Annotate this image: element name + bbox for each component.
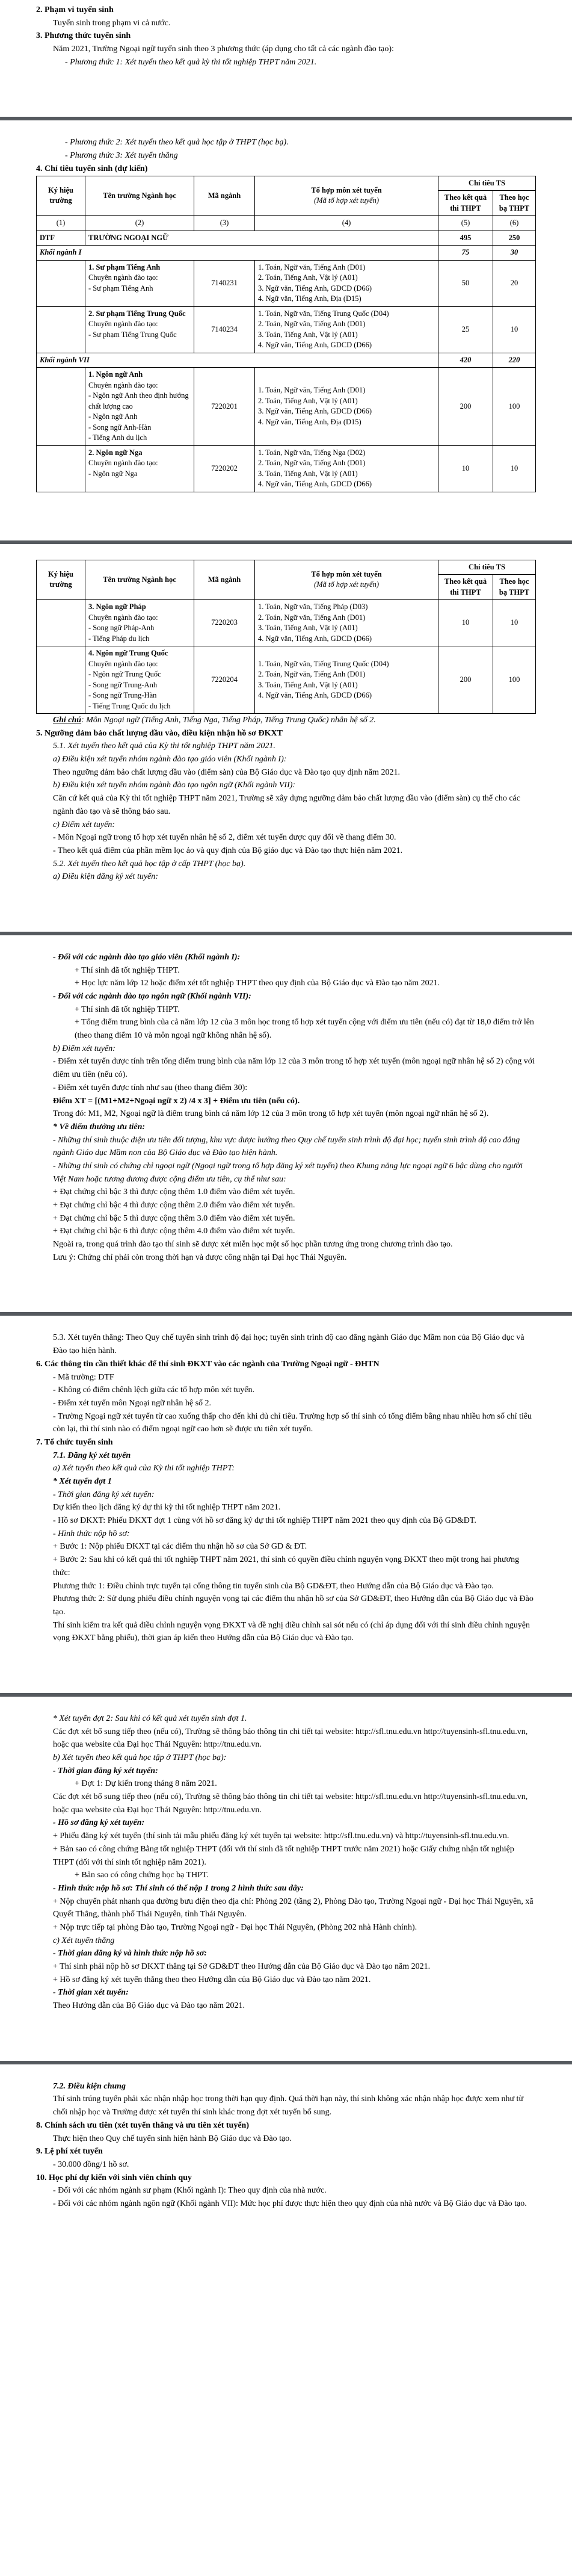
- th-quota-hocba: Theo học bạ THPT: [493, 575, 536, 600]
- paragraph: Lưu ý: Chứng chỉ phải còn trong thời hạn và được công nhận tại Đại học Thái Nguyên.: [53, 1252, 347, 1262]
- major-sub: - Ngôn ngữ Trung Quốc: [88, 670, 161, 678]
- combo-line: 1. Toán, Ngữ văn, Tiếng Anh (D01): [258, 262, 366, 271]
- major-sub: - Sư phạm Tiếng Anh: [88, 283, 153, 293]
- major-sub: Chuyên ngành đào tạo:: [88, 320, 158, 328]
- block-scope-methods: [36, 4, 536, 69]
- quota-hocba: 100: [493, 646, 536, 714]
- subject-combo-cell: [255, 600, 438, 646]
- combo-line: 2. Toán, Ngữ văn, Tiếng Anh (D01): [258, 613, 366, 622]
- paragraph: + Nộp trực tiếp tại phòng Đào tạo, Trường Ngoại ngữ - Đại học Thái Nguyên, (Phòng 202 nhà Hành chính).: [53, 1922, 417, 1932]
- group-quota-thpt: 420: [438, 353, 493, 368]
- paragraph: - Không có điểm chênh lệch giữa các tổ hợp môn xét tuyển.: [53, 1386, 254, 1395]
- quota-thpt: 25: [438, 306, 493, 353]
- th-subject-combo: [255, 176, 438, 216]
- paragraph: + Đạt chứng chỉ bậc 4 thì được cộng thêm 2.0 điểm vào điểm xét tuyển.: [53, 1201, 295, 1210]
- index-row: [37, 216, 536, 231]
- combo-line: 3. Toán, Tiếng Anh, Vật lý (A01): [258, 469, 358, 478]
- combo-line: 1. Toán, Ngữ văn, Tiếng Nga (D02): [258, 448, 366, 457]
- group-quota-thpt: 75: [438, 246, 493, 261]
- paragraph: - Hồ sơ đăng ký xét tuyển:: [53, 1818, 145, 1828]
- quota-table: [36, 176, 536, 492]
- major-name: 3. Ngôn ngữ Pháp: [88, 602, 146, 611]
- quota-table-continued: [36, 560, 536, 714]
- paragraph: - Thời gian đăng ký và hình thức nộp hồ sơ:: [53, 1949, 208, 1958]
- paragraph: - Đối với các nhóm ngành sư phạm (Khối ngành I): Theo quy định của nhà nước.: [53, 2186, 327, 2196]
- paragraph: 5.1. Xét tuyển theo kết quả của Kỳ thi tốt nghiệp THPT năm 2021.: [53, 742, 275, 751]
- combo-line: 2. Toán, Ngữ văn, Tiếng Anh (D01): [258, 670, 366, 678]
- combo-line: 2. Toán, Tiếng Anh, Vật lý (A01): [258, 396, 358, 405]
- paragraph: - Những thí sinh có chứng chỉ ngoại ngữ (Ngoại ngữ trong tổ hợp đăng ký xét tuyển) theo Khung năng lực ngoại ngữ 6 bậc dùng cho người Việt Nam hoặc tương đương được cộng điểm ưu tiên, cụ thể như sau:: [53, 1161, 523, 1184]
- major-sub: - Tiếng Trung Quốc du lịch: [88, 701, 171, 710]
- table-row: [37, 646, 536, 714]
- paragraph: + Bản sao có công chứng học bạ THPT.: [75, 1871, 209, 1880]
- block-quota-continued: [36, 560, 536, 884]
- section-6-title: 6. Các thông tin cần thiết khác để thí sinh ĐKXT vào các ngành của Trường Ngoại ngữ - ĐHTN: [36, 1359, 380, 1369]
- paragraph: Thực hiện theo Quy chế tuyển sinh hiện hành Bộ Giáo dục và Đào tạo.: [53, 2134, 292, 2143]
- major-sub: - Tiếng Anh du lịch: [88, 433, 147, 442]
- th-major-code: Mã ngành: [194, 176, 255, 216]
- paragraph: + Bản sao có công chứng Bằng tốt nghiệp THPT (đối với thí sinh đã tốt nghiệp THPT trước năm 2021) hoặc Giấy chứng nhận tốt nghiệp THPT (đối với thí sinh tốt nghiệp năm 2021).: [53, 1844, 514, 1867]
- paragraph: + Hồ sơ đăng ký xét tuyển thẳng theo theo Hướng dẫn của Bộ Giáo dục và Đào tạo năm 2021.: [53, 1975, 371, 1984]
- major-sub: - Sư phạm Tiếng Trung Quốc: [88, 330, 177, 339]
- paragraph: - 30.000 đồng/1 hồ sơ.: [53, 2160, 129, 2169]
- note-text: : Môn Ngoại ngữ (Tiếng Anh, Tiếng Nga, Tiếng Pháp, Tiếng Trung Quốc) nhân hệ số 2.: [81, 716, 376, 725]
- subject-combo-cell: [255, 260, 438, 306]
- quota-thpt: 200: [438, 646, 493, 714]
- group-quota-hocba: 220: [493, 353, 536, 368]
- group-name: Khối ngành I: [37, 246, 438, 261]
- section-9-title: 9. Lệ phí xét tuyển: [36, 2147, 103, 2156]
- school-code: DTF: [37, 231, 85, 246]
- group-name: Khối ngành VII: [37, 353, 438, 368]
- combo-line: 3. Ngữ văn, Tiếng Anh, GDCD (D66): [258, 407, 372, 416]
- paragraph: c) Điểm xét tuyển:: [53, 820, 115, 829]
- paragraph: + Đạt chứng chỉ bậc 5 thì được cộng thêm 3.0 điểm vào điểm xét tuyển.: [53, 1213, 295, 1223]
- quota-thpt: 10: [438, 600, 493, 646]
- paragraph: + Nộp chuyển phát nhanh qua đường bưu điện theo địa chỉ: Phòng 202 (tầng 2), Phòng Đào tạo, Trường Ngoại ngữ - Đại học Thái Nguyên, xã Quyết Thắng, thành phố Thái Nguyên, tỉnh Thái Nguyên.: [53, 1896, 534, 1919]
- block-quota: [36, 136, 536, 492]
- section-3-intro: Năm 2021, Trường Ngoại ngữ tuyển sinh theo 3 phương thức (áp dụng cho tất cả các ngành đào tạo):: [53, 45, 394, 54]
- paragraph: b) Xét tuyển theo kết quả học tập ở THPT (học bạ):: [53, 1753, 227, 1762]
- combo-line: 4. Ngữ văn, Tiếng Anh, GDCD (D66): [258, 341, 372, 349]
- paragraph: a) Điều kiện đăng ký xét tuyển:: [53, 872, 158, 882]
- combo-line: 3. Toán, Tiếng Anh, Vật lý (A01): [258, 624, 358, 632]
- paragraph: a) Điều kiện xét tuyển nhóm ngành đào tạo giáo viên (Khối ngành I):: [53, 755, 287, 764]
- paragraph: - Thời gian đăng ký xét tuyển:: [53, 1490, 155, 1499]
- section-7-2-title: 7.2. Điều kiện chung: [53, 2081, 126, 2091]
- th-subject-combo-sub: (Mã tổ hợp xét tuyển): [313, 580, 380, 589]
- index-cell: (3): [194, 216, 255, 231]
- paragraph: + Thí sinh đã tốt nghiệp THPT.: [75, 965, 180, 975]
- paragraph: - Điểm xét tuyển môn Ngoại ngữ nhân hệ số 2.: [53, 1398, 212, 1408]
- method-3: - Phương thức 3: Xét tuyển thẳng: [65, 151, 178, 161]
- th-major-code: Mã ngành: [194, 560, 255, 600]
- paragraph: - Thời gian xét tuyển:: [53, 1988, 129, 1998]
- paragraph: + Bước 2: Sau khi có kết quả thi tốt nghiệp THPT năm 2021, thí sinh có quyền điều chỉnh nguyện vọng ĐKXT theo một trong hai phương thức:: [53, 1555, 520, 1577]
- section-7-1-title: 7.1. Đăng ký xét tuyển: [53, 1451, 131, 1460]
- paragraph: - Đối với các ngành đào tạo ngôn ngữ (Khối ngành VII):: [53, 992, 251, 1001]
- index-cell: (2): [85, 216, 194, 231]
- combo-line: 1. Toán, Ngữ văn, Tiếng Trung Quốc (D04): [258, 309, 389, 318]
- paragraph: c) Xét tuyển thẳng: [53, 1936, 115, 1945]
- subject-combo-cell: [255, 646, 438, 714]
- section-3-title: 3. Phương thức tuyển sinh: [36, 31, 131, 41]
- major-sub: - Ngôn ngữ Nga: [88, 469, 138, 478]
- group-row: [37, 246, 536, 261]
- paragraph: - Trường Ngoại ngữ xét tuyển từ cao xuống thấp cho đến khi đủ chỉ tiêu. Trường hợp số thí sinh có tổng điểm bằng nhau nhiều hơn số chỉ tiêu còn lại, thì thí sinh nào có điểm ngoại ngữ cao hơn sẽ được ưu tiên xét tuyển.: [53, 1411, 532, 1434]
- major-sub: Chuyên ngành đào tạo:: [88, 273, 158, 282]
- paragraph: Thí sinh kiểm tra kết quả điều chỉnh nguyện vọng ĐKXT và đề nghị điều chỉnh sai sót nếu có (chỉ áp dụng đối với thí sinh điều chỉnh nguyện vọng ĐKXT bằng phiếu), thời gian áp kiến theo Hướng dẫn của Bộ Giáo dục và Đào tạo.: [53, 1620, 530, 1643]
- method-2: - Phương thức 2: Xét tuyển theo kết quả học tập ở THPT (học bạ).: [65, 138, 289, 147]
- th-quota-hocba: Theo học bạ THPT: [493, 191, 536, 216]
- paragraph: - Mã trường: DTF: [53, 1372, 114, 1382]
- th-major-name: Tên trường Ngành học: [85, 176, 194, 216]
- paragraph: Các đợt xét bổ sung tiếp theo (nếu có), Trường sẽ thông báo thông tin chi tiết tại website: http://sfl.tnu.edu.vn http://tuyensinh-sfl.tnu.edu.vn, hoặc qua website của Đại học Thái Nguyên: http://tnu.edu.vn.: [53, 1792, 528, 1815]
- section-7-title: 7. Tổ chức tuyển sinh: [36, 1437, 113, 1447]
- section-2-body: Tuyển sinh trong phạm vi cả nước.: [53, 18, 171, 28]
- paragraph: - Hình thức nộp hồ sơ:: [53, 1529, 130, 1538]
- combo-line: 4. Ngữ văn, Tiếng Anh, Địa (D15): [258, 417, 361, 426]
- school-row: [37, 231, 536, 246]
- major-sub: Chuyên ngành đào tạo:: [88, 459, 158, 467]
- paragraph: b) Điều kiện xét tuyển nhóm ngành đào tạo ngôn ngữ (Khối ngành VII):: [53, 781, 296, 790]
- school-quota-hocba: 250: [493, 231, 536, 246]
- major-sub: Chuyên ngành đào tạo:: [88, 659, 158, 668]
- major-sub: Chuyên ngành đào tạo:: [88, 613, 158, 622]
- block-criteria: [36, 951, 536, 1265]
- major-name-cell: [85, 646, 194, 714]
- note-label: Ghi chú: [53, 716, 82, 725]
- section-4-title: 4. Chỉ tiêu tuyển sinh (dự kiến): [36, 164, 148, 173]
- paragraph: 5.3. Xét tuyển thẳng: Theo Quy chế tuyển sinh trình độ đại học; tuyển sinh trình độ cao đẳng ngành Giáo dục Mầm non của Bộ Giáo dục và Đào tạo hiện hành.: [53, 1333, 524, 1356]
- paragraph: Căn cứ kết quả của Kỳ thi tốt nghiệp THPT năm 2021, Trường sẽ xây dựng ngưỡng đảm bảo chất lượng đầu vào (điểm sàn) cụ thể cho các ngành đào tạo và sẽ thông báo sau.: [53, 794, 520, 816]
- th-subject-combo-label: Tổ hợp môn xét tuyển: [311, 185, 382, 194]
- paragraph: - Hồ sơ ĐKXT: Phiếu ĐKXT đợt 1 cùng với hồ sơ đăng ký dự thi tốt nghiệp THPT năm 2021 theo quy định của Bộ GD&ĐT.: [53, 1516, 476, 1526]
- paragraph: Phương thức 1: Điều chỉnh trực tuyến tại cổng thông tin tuyển sinh của Bộ GD&ĐT, theo Hướng dẫn của Bộ Giáo dục và Đào tạo.: [53, 1581, 494, 1591]
- th-subject-combo-sub: (Mã tổ hợp xét tuyển): [313, 196, 380, 205]
- section-8-title: 8. Chính sách ưu tiên (xét tuyển thẳng và ưu tiên xét tuyển): [36, 2120, 249, 2130]
- major-name: 4. Ngôn ngữ Trung Quốc: [88, 649, 168, 657]
- major-code: 7220202: [194, 445, 255, 492]
- school-name: TRƯỜNG NGOẠI NGỮ: [85, 231, 438, 246]
- paragraph: + Thí sinh phải nộp hồ sơ ĐKXT thẳng tại Sở GD&ĐT theo Hướng dẫn của Bộ Giáo dục và Đào tạo năm 2021.: [53, 1962, 431, 1971]
- index-cell: (5): [438, 216, 493, 231]
- quota-thpt: 50: [438, 260, 493, 306]
- major-sub: - Ngôn ngữ Anh: [88, 412, 138, 421]
- subject-combo-cell: [255, 306, 438, 353]
- major-sub: - Song ngữ Anh-Hàn: [88, 423, 152, 432]
- major-sub: Chuyên ngành đào tạo:: [88, 380, 158, 389]
- paragraph: - Điểm xét tuyển được tính như sau (theo thang điểm 30):: [53, 1083, 248, 1092]
- paragraph: - Hình thức nộp hồ sơ: Thí sinh có thể nộp 1 trong 2 hình thức sau đây:: [53, 1883, 304, 1893]
- block-registration: [36, 1712, 536, 2013]
- index-cell: (6): [493, 216, 536, 231]
- paragraph: 5.2. Xét tuyển theo kết quả học tập ở cấp THPT (học bạ).: [53, 859, 246, 868]
- major-sub: - Song ngữ Trung-Hàn: [88, 691, 157, 699]
- paragraph: Trong đó: M1, M2, Ngoại ngữ là điểm trung bình cả năm lớp 12 của 3 môn trong tổ hợp xét tuyển (môn ngoại ngữ nhân hệ số 2).: [53, 1109, 489, 1119]
- table-row: [37, 260, 536, 306]
- quota-hocba: 100: [493, 368, 536, 446]
- combo-line: 4. Ngữ văn, Tiếng Anh, GDCD (D66): [258, 480, 372, 488]
- th-subject-combo: [255, 560, 438, 600]
- paragraph: Dự kiến theo lịch đăng ký dự thi kỳ thi tốt nghiệp THPT năm 2021.: [53, 1503, 281, 1512]
- paragraph: * Xét tuyển đợt 1: [53, 1477, 112, 1486]
- combo-line: 2. Toán, Ngữ văn, Tiếng Anh (D01): [258, 320, 366, 328]
- paragraph: + Học lực năm lớp 12 hoặc điểm xét tốt nghiệp THPT theo quy định của Bộ Giáo dục và Đào tạo năm 2021.: [75, 979, 440, 988]
- major-name: 2. Ngôn ngữ Nga: [88, 448, 143, 457]
- paragraph: - Những thí sinh thuộc diện ưu tiên đối tượng, khu vực được hưởng theo Quy chế tuyển sinh trình độ đại học; tuyển sinh trình độ cao đẳng ngành Giáo dục Mầm non của Bộ Giáo dục và Đào tạo hiện hành.: [53, 1135, 520, 1158]
- paragraph: * Xét tuyển đợt 2: Sau khi có kết quả xét tuyển sinh đợt 1.: [53, 1714, 247, 1723]
- major-name: 1. Ngôn ngữ Anh: [88, 370, 143, 379]
- major-name-cell: [85, 368, 194, 446]
- section-5-title: 5. Ngưỡng đảm bảo chất lượng đầu vào, điều kiện nhận hồ sơ ĐKXT: [36, 728, 283, 738]
- table-row: [37, 445, 536, 492]
- paragraph: + Bước 1: Nộp phiếu ĐKXT tại các điểm thu nhận hồ sơ của Sở GD & ĐT.: [53, 1542, 307, 1552]
- paragraph: Thí sinh trúng tuyển phải xác nhận nhập học trong thời hạn quy định. Quá thời hạn này, thí sinh không xác nhận nhập học được xem như từ chối nhập học và Trường được xét tuyển thí sinh khác trong đợt xét tuyển bổ sung.: [53, 2095, 524, 2117]
- index-cell: (1): [37, 216, 85, 231]
- paragraph: Theo Hướng dẫn của Bộ Giáo dục và Đào tạo năm 2021.: [53, 2001, 245, 2011]
- table-row: [37, 368, 536, 446]
- th-quota-thpt: Theo kết quả thi THPT: [438, 191, 493, 216]
- section-10-title: 10. Học phí dự kiến với sinh viên chính quy: [36, 2173, 192, 2182]
- paragraph: * Về điểm thưởng ưu tiên:: [53, 1122, 146, 1132]
- major-name-cell: [85, 445, 194, 492]
- combo-line: 1. Toán, Ngữ văn, Tiếng Anh (D01): [258, 386, 366, 395]
- combo-line: 4. Ngữ văn, Tiếng Anh, GDCD (D66): [258, 691, 372, 699]
- paragraph: - Theo kết quả điểm của phần mềm lọc ảo và quy định của Bộ giáo dục và Đào tạo thực hiện năm 2021.: [53, 846, 403, 855]
- school-quota-thpt: 495: [438, 231, 493, 246]
- paragraph: + Đợt 1: Dự kiến trong tháng 8 năm 2021.: [75, 1779, 217, 1789]
- method-1: - Phương thức 1: Xét tuyển theo kết quả kỳ thi tốt nghiệp THPT năm 2021.: [65, 57, 317, 67]
- paragraph: a) Xét tuyển theo kết quả của Kỳ thi tốt nghiệp THPT:: [53, 1464, 235, 1473]
- paragraph: + Phiếu đăng ký xét tuyển (thí sinh tải mẫu phiếu đăng ký xét tuyển tại website: http://sfl.tnu.edu.vn) và http://tuyensinh-sfl.tnu.edu.vn.: [53, 1831, 509, 1841]
- quota-hocba: 20: [493, 260, 536, 306]
- paragraph: - Thời gian đăng ký xét tuyển:: [53, 1766, 158, 1776]
- group-quota-hocba: 30: [493, 246, 536, 261]
- paragraph: Theo ngưỡng đảm bảo chất lượng đầu vào (điểm sàn) của Bộ Giáo dục và Đào tạo quy định năm 2021.: [53, 767, 401, 777]
- th-major-name: Tên trường Ngành học: [85, 560, 194, 600]
- major-name: 2. Sư phạm Tiếng Trung Quốc: [88, 309, 186, 318]
- combo-line: 1. Toán, Ngữ văn, Tiếng Pháp (D03): [258, 602, 368, 611]
- major-name: 1. Sư phạm Tiếng Anh: [88, 262, 161, 271]
- table-row: [37, 306, 536, 353]
- paragraph: Ngoài ra, trong quá trình đào tạo thí sinh sẽ được xét miễn học một số học phần tương ứng trong chương trình đào tạo.: [53, 1240, 453, 1249]
- paragraph: - Môn Ngoại ngữ trong tổ hợp xét tuyển nhân hệ số 2, điểm xét tuyển được quy đổi về thang điểm 30.: [53, 833, 396, 843]
- quota-hocba: 10: [493, 306, 536, 353]
- th-school-code: Ký hiệu trường: [37, 176, 85, 216]
- major-sub: - Ngôn ngữ Anh theo định hướng chất lượng cao: [88, 391, 189, 410]
- paragraph: - Điểm xét tuyển được tính trên tổng điểm trung bình của năm lớp 12 của 3 môn trong tổ hợp xét tuyển (môn ngoại ngữ nhân hệ số 2) cộng với điểm ưu tiên (nếu có).: [53, 1057, 535, 1080]
- major-code: 7220203: [194, 600, 255, 646]
- major-sub: - Tiếng Pháp du lịch: [88, 634, 150, 643]
- major-code: 7140231: [194, 260, 255, 306]
- major-sub: - Song ngữ Pháp-Anh: [88, 624, 155, 632]
- major-code: 7140234: [194, 306, 255, 353]
- block-organization: [36, 1331, 536, 1645]
- subject-combo-cell: [255, 445, 438, 492]
- quota-thpt: 200: [438, 368, 493, 446]
- table-row: [37, 600, 536, 646]
- major-code: 7220201: [194, 368, 255, 446]
- combo-line: 1. Toán, Ngữ văn, Tiếng Trung Quốc (D04): [258, 659, 389, 668]
- major-code: 7220204: [194, 646, 255, 714]
- paragraph: + Đạt chứng chỉ bậc 3 thì được cộng thêm 1.0 điểm vào điểm xét tuyển.: [53, 1187, 295, 1197]
- formula: Điểm XT = [(M1+M2+Ngoại ngữ x 2) /4 x 3] + Điểm ưu tiên (nếu có).: [53, 1096, 300, 1106]
- group-row: [37, 353, 536, 368]
- combo-line: 3. Toán, Tiếng Anh, Vật lý (A01): [258, 680, 358, 689]
- index-cell: (4): [255, 216, 438, 231]
- quota-thpt: 10: [438, 445, 493, 492]
- paragraph: + Tổng điểm trung bình của cả năm lớp 12 của 3 môn học trong tổ hợp xét tuyển cộng với điểm ưu tiên (nếu có) đạt từ 18,0 điểm trở lên (theo thang điểm 10 và môn ngoại ngữ không nhân hệ số).: [75, 1018, 534, 1041]
- major-name-cell: [85, 306, 194, 353]
- combo-line: 2. Toán, Tiếng Anh, Vật lý (A01): [258, 273, 358, 282]
- combo-line: 2. Toán, Ngữ văn, Tiếng Anh (D01): [258, 459, 366, 467]
- paragraph: - Đối với các nhóm ngành ngôn ngữ (Khối ngành VII): Mức học phí được thực hiện theo quy định của nhà nước và Bộ Giáo dục và Đào tạo.: [53, 2199, 527, 2208]
- paragraph: Các đợt xét bổ sung tiếp theo (nếu có), Trường sẽ thông báo thông tin chi tiết tại website: http://sfl.tnu.edu.vn http://tuyensinh-sfl.tnu.edu.vn, hoặc qua website của Đại học Thái Nguyên: http://tnu.edu.vn.: [53, 1727, 528, 1750]
- paragraph: + Thí sinh đã tốt nghiệp THPT.: [75, 1005, 180, 1014]
- combo-line: 4. Ngữ văn, Tiếng Anh, Địa (D15): [258, 294, 361, 303]
- section-2-title: 2. Phạm vi tuyển sinh: [36, 5, 114, 14]
- block-general: [36, 2080, 536, 2211]
- major-sub: - Song ngữ Trung-Anh: [88, 680, 158, 689]
- th-quota-thpt: Theo kết quả thi THPT: [438, 575, 493, 600]
- th-quota: Chỉ tiêu TS: [438, 560, 536, 575]
- quota-hocba: 10: [493, 445, 536, 492]
- paragraph: + Đạt chứng chỉ bậc 6 thì được cộng thêm 4.0 điểm vào điểm xét tuyển.: [53, 1227, 295, 1236]
- th-school-code: Ký hiệu trường: [37, 560, 85, 600]
- combo-line: 3. Toán, Tiếng Anh, Vật lý (A01): [258, 330, 358, 339]
- major-name-cell: [85, 260, 194, 306]
- paragraph: b) Điểm xét tuyển:: [53, 1044, 115, 1053]
- quota-hocba: 10: [493, 600, 536, 646]
- subject-combo-cell: [255, 368, 438, 446]
- table-note: [36, 714, 536, 727]
- combo-line: 3. Ngữ văn, Tiếng Anh, GDCD (D66): [258, 283, 372, 293]
- th-subject-combo-label: Tổ hợp môn xét tuyển: [311, 569, 382, 578]
- th-quota: Chỉ tiêu TS: [438, 176, 536, 191]
- combo-line: 4. Ngữ văn, Tiếng Anh, GDCD (D66): [258, 634, 372, 643]
- paragraph: Phương thức 2: Sử dụng phiếu điều chỉnh nguyện vọng tại các điểm thu nhận hồ sơ của Sở GD&ĐT, theo Hướng dẫn của Bộ Giáo dục và Đào tạo.: [53, 1594, 534, 1617]
- major-name-cell: [85, 600, 194, 646]
- paragraph: - Đối với các ngành đào tạo giáo viên (Khối ngành I):: [53, 952, 241, 962]
